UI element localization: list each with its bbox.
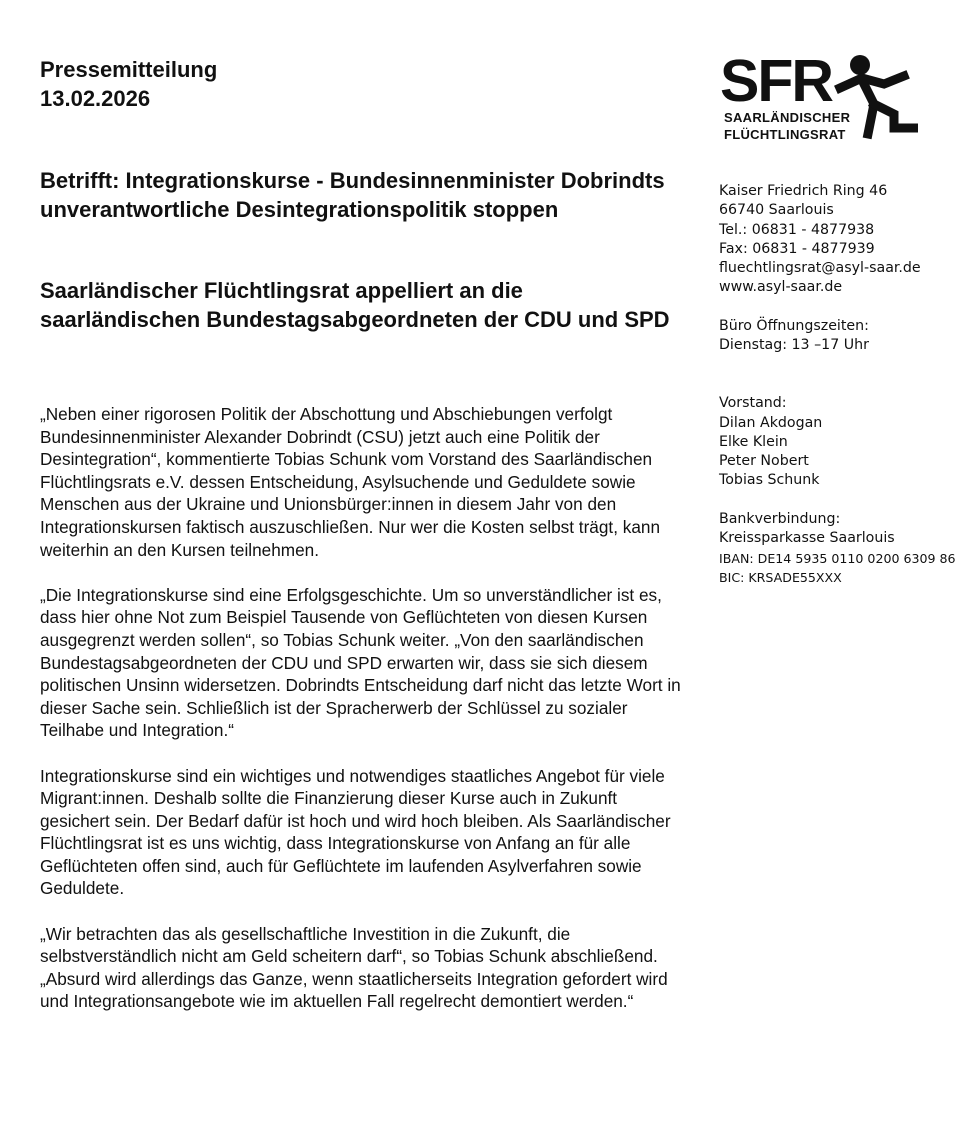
logo-subtitle-line-1: SAARLÄNDISCHER [724, 110, 851, 125]
address-city: 66740 Saarlouis [719, 202, 834, 219]
press-release-label: Pressemitteilung [40, 57, 218, 82]
office-hours: Dienstag: 13 –17 Uhr [719, 337, 869, 354]
email-address: fluechtlingsrat@asyl-saar.de [719, 260, 921, 277]
board-member: Dilan Akdogan [719, 414, 823, 431]
subheadline: Saarländischer Flüchtlingsrat appelliert an die saarländischen Bundestagsabgeordneten der CDU und SPD [40, 278, 670, 332]
subject-headline: Betrifft: Integrationskurse - Bundesinnenminister Dobrindts unverantwortliche Desintegrationspolitik stoppen [40, 168, 665, 222]
press-release-body [40, 403, 690, 1036]
logo-letters: SFR [720, 48, 832, 114]
address-street: Kaiser Friedrich Ring 46 [719, 183, 888, 199]
press-release-date: 13.02.2026 [40, 86, 151, 111]
board-member: Elke Klein [719, 433, 788, 450]
sfr-logo [720, 48, 920, 147]
bank-name: Kreissparkasse Saarlouis [719, 530, 895, 547]
body-paragraph: „Neben einer rigorosen Politik der Abschottung und Abschiebungen verfolgt Bundesinnenminister Alexander Dobrindt (CSU) jetzt auch eine Politik der Desintegration“, kommentierte Tobias Schunk vom Vorstand des Saarländischen Flüchtlingsrats e.V. dessen Entscheidung, Asylsuchende und Geduldete sowie Menschen aus der Ukraine und Unionsbürger:innen in diesem Jahr von den Integrationskursen faktisch auszuschließen. Nur wer die Kosten selbst trägt, kann weiterhin an den Kursen teilnehmen. [40, 404, 661, 560]
board-member: Peter Nobert [719, 453, 809, 470]
bank-iban: IBAN: DE14 5935 0110 0200 6309 86 [719, 550, 956, 566]
website: www.asyl-saar.de [719, 279, 843, 296]
bank-label: Bankverbindung: [719, 511, 841, 528]
phone-number: Tel.: 06831 - 4877938 [719, 221, 875, 238]
body-paragraph: „Wir betrachten das als gesellschaftliche Investition in die Zukunft, die selbstverständlich nicht am Geld scheitern darf“, so Tobias Schunk abschließend. „Absurd wird allerdings das Ganze, wenn staatlicherseits Integration gefordert wird und Integrationsangebote wie im aktuellen Fall regelrecht demontiert werden.“ [40, 923, 668, 1012]
body-paragraph: Integrationskurse sind ein wichtiges und notwendiges staatliches Angebot für viele Migrant:innen. Deshalb sollte die Finanzierung dieser Kurse auch in Zukunft gesichert sein. Der Bedarf dafür ist hoch und wird hoch bleiben. Als Saarländischer Flüchtlingsrat ist es uns wichtig, dass Integrationskurse von Anfang an für alle Geflüchteten offen sind, auch für Geflüchtete im laufenden Asylverfahren sowie Geduldete. [40, 765, 671, 899]
office-hours-label: Büro Öffnungszeiten: [719, 318, 869, 335]
body-paragraph: „Die Integrationskurse sind eine Erfolgsgeschichte. Um so unverständlicher ist es, dass hier ohne Not zum Beispiel Tausende von Geflüchteten von diesen Kursen ausgegrenzt werden sollen“, so Tobias Schunk weiter. „Von den saarländischen Bundestagsabgeordneten der CDU und SPD erwarten wir, dass sie sich diesem politischen Unsinn widersetzen. Dobrindts Entscheidung darf nicht das letzte Wort in dieser Sache sein. Schließlich ist der Spracherwerb der Schlüssel zu sozialer Teilhabe und Integration.“ [40, 584, 681, 741]
press-release-header [40, 55, 217, 113]
board-member: Tobias Schunk [719, 472, 820, 489]
fax-number: Fax: 06831 - 4877939 [719, 240, 875, 257]
contact-sidebar [719, 182, 959, 587]
bank-bic: BIC: KRSADE55XXX [719, 569, 842, 585]
logo-subtitle-line-2: FLÜCHTLINGSRAT [724, 127, 846, 142]
board-label: Vorstand: [719, 395, 787, 412]
